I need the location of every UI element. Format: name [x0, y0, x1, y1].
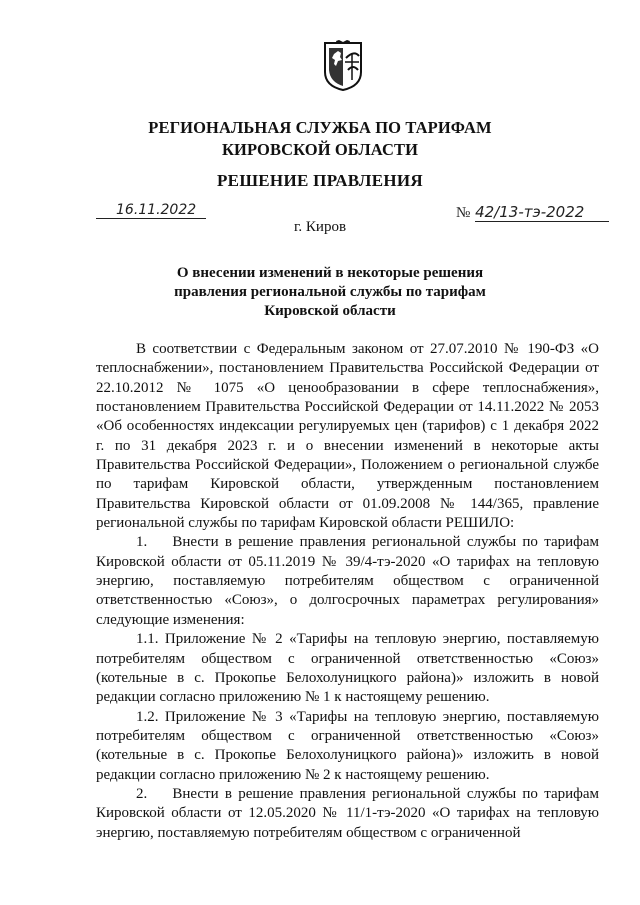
number-sign: № — [456, 205, 471, 221]
subject-line3: Кировской области — [264, 303, 396, 319]
subject-line1: О внесении изменений в некоторые решения — [176, 265, 484, 281]
org-title-line1: РЕГИОНАЛЬНАЯ СЛУЖБА ПО ТАРИФАМ — [148, 118, 492, 137]
item-2-paragraph: 2. Внести в решение правления региональной службы по тарифам Кировской области от 12.05.2020 № 11/1-тэ-2020 «О тарифах на тепловую энергию, поставляемую потребителям обществом с ограниченной — [96, 785, 599, 841]
document-date — [96, 202, 206, 219]
item-1-paragraph: 1. Внести в решение правления региональной службы по тарифам Кировской области от 05.11.2019 № 39/4-тэ-2020 «О тарифах на тепловую энергию, поставляемую потребителям обществом с ограниченной ответственностью «Союз», о долгосрочных параметрах регулирования» следующие изменения: — [96, 534, 599, 628]
preamble-paragraph: В соответствии с Федеральным законом от 27.07.2010 № 190-ФЗ «О теплоснабжении», постановлением Правительства Российской Федерации от 22.10.2012 № 1075 «О ценообразовании в сфере теплоснабжения», постановлением Правительства Российской Федерации от 14.11.2022 № 2053 «Об особенностях индексации регулируемых цен (тарифов) с 1 декабря 2022 г. по 31 декабря 2023 г. и о внесении изменений в некоторые акты Правительства Российской Федерации», Положением о региональной службе по тарифам Кировской области, утвержденным постановлением Правительства Кировской области от 01.09.2008 № 144/365, правление региональной службы по тарифам Кировской области РЕШИЛО: — [96, 341, 599, 532]
subject-line2: правления региональной службы по тарифам — [174, 284, 486, 300]
document-number-value: 42/13-тэ-2022 — [475, 203, 609, 222]
coat-of-arms-icon — [322, 40, 364, 92]
item-1-2-paragraph: 1.2. Приложение № 3 «Тарифы на тепловую энергию, поставляемую потребителям обществом с ограниченной ответственностью «Союз» (котельные в с. Прокопье Белохолуницкого района)» изложить в новой редакции согласно приложению № 2 к настоящему решению. — [96, 708, 599, 783]
organization-title — [0, 117, 640, 161]
city: г. Киров — [293, 219, 347, 235]
document-type: РЕШЕНИЕ ПРАВЛЕНИЯ — [217, 171, 423, 190]
org-title-line2: КИРОВСКОЙ ОБЛАСТИ — [221, 140, 419, 159]
item-1-1-paragraph: 1.1. Приложение № 2 «Тарифы на тепловую энергию, поставляемую потребителям обществом с ограниченной ответственностью «Союз» (котельные в с. Прокопье Белохолуницкого района)» изложить в новой редакции согласно приложению № 1 к настоящему решению. — [96, 631, 599, 706]
document-date-value: 16.11.2022 — [96, 202, 206, 219]
document-subject — [150, 264, 510, 321]
document-body — [96, 340, 599, 843]
